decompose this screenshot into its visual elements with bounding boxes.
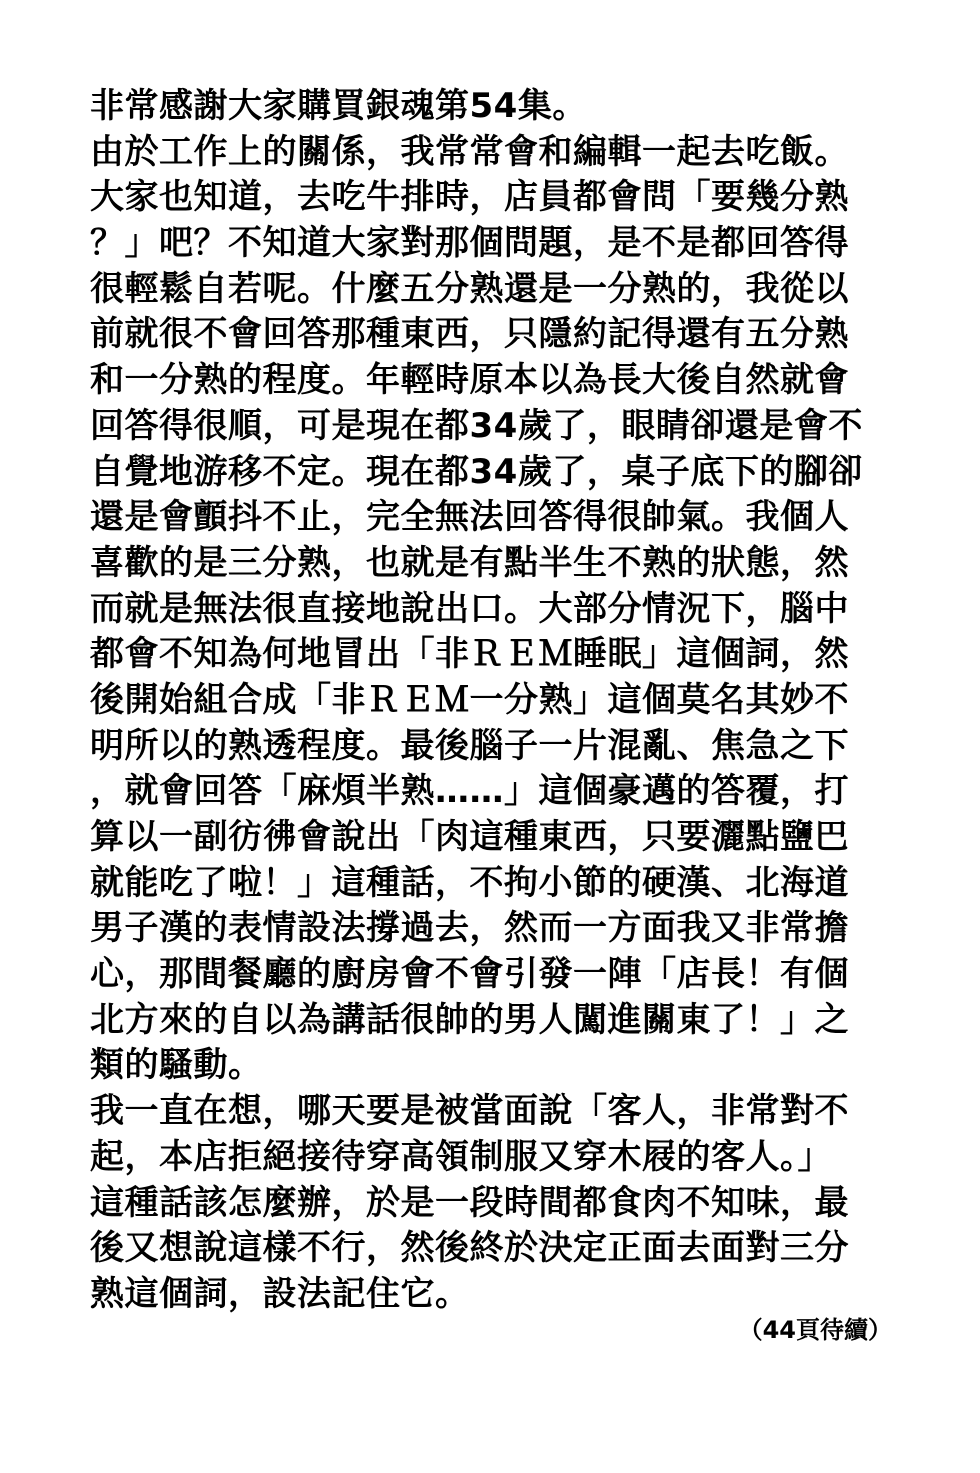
afterword-text — [90, 84, 900, 1318]
text-line: 很輕鬆自若呢。什麼五分熟還是一分熟的，我從以 — [90, 268, 849, 309]
text-line: 還是會顫抖不止，完全無法回答得很帥氣。我個人 — [90, 497, 849, 538]
text-line: 明所以的熟透程度。最後腦子一片混亂、焦急之下 — [90, 725, 849, 766]
text-line: 北方來的自以為講話很帥的男人闖進關東了！」之 — [90, 999, 849, 1040]
text-line: 喜歡的是三分熟，也就是有點半生不熟的狀態，然 — [90, 542, 849, 583]
text-line: 自覺地游移不定。現在都34歲了，桌子底下的腳卻 — [90, 451, 863, 492]
text-line: 熟這個詞，設法記住它。 — [90, 1273, 470, 1314]
text-line: ？」吧？不知道大家對那個問題，是不是都回答得 — [90, 223, 849, 264]
text-line: 大家也知道，去吃牛排時，店員都會問「要幾分熟 — [90, 177, 849, 218]
text-line: 後開始組合成「非ＲＥＭ一分熟」這個莫名其妙不 — [90, 679, 849, 720]
text-line: 類的騷動。 — [90, 1045, 263, 1086]
text-line: 男子漢的表情設法撐過去，然而一方面我又非常擔 — [90, 908, 849, 949]
text-line: 由於工作上的關係，我常常會和編輯一起去吃飯。 — [90, 131, 849, 172]
text-line: 我一直在想，哪天要是被當面說「客人，非常對不 — [90, 1091, 849, 1132]
text-line: 前就很不會回答那種東西，只隱約記得還有五分熟 — [90, 314, 849, 355]
text-line: 而就是無法很直接地說出口。大部分情況下，腦中 — [90, 588, 849, 629]
text-line: ，就會回答「麻煩半熟……」這個豪邁的答覆，打 — [90, 771, 849, 812]
text-line: 和一分熟的程度。年輕時原本以為長大後自然就會 — [90, 360, 849, 401]
text-line: 非常感謝大家購買銀魂第54集。 — [90, 86, 587, 126]
text-line: 回答得很順，可是現在都34歲了，眼睛卻還是會不 — [90, 405, 863, 446]
text-line: 就能吃了啦！」這種話，不拘小節的硬漢、北海道 — [90, 862, 849, 903]
text-line: 算以一副彷彿會說出「肉這種東西，只要灑點鹽巴 — [90, 817, 849, 857]
text-line: 都會不知為何地冒出「非ＲＥＭ睡眠」這個詞，然 — [90, 634, 849, 675]
continued-note: （44頁待續） — [738, 1316, 892, 1344]
text-line: 心，那間餐廳的廚房會不會引發一陣「店長！有個 — [90, 954, 849, 995]
text-line: 起，本店拒絕接待穿高領制服又穿木屐的客人。」 — [90, 1136, 832, 1177]
text-line: 後又想說這樣不行，然後終於決定正面去面對三分 — [90, 1228, 849, 1269]
text-line: 這種話該怎麼辦，於是一段時間都食肉不知味，最 — [90, 1182, 849, 1223]
